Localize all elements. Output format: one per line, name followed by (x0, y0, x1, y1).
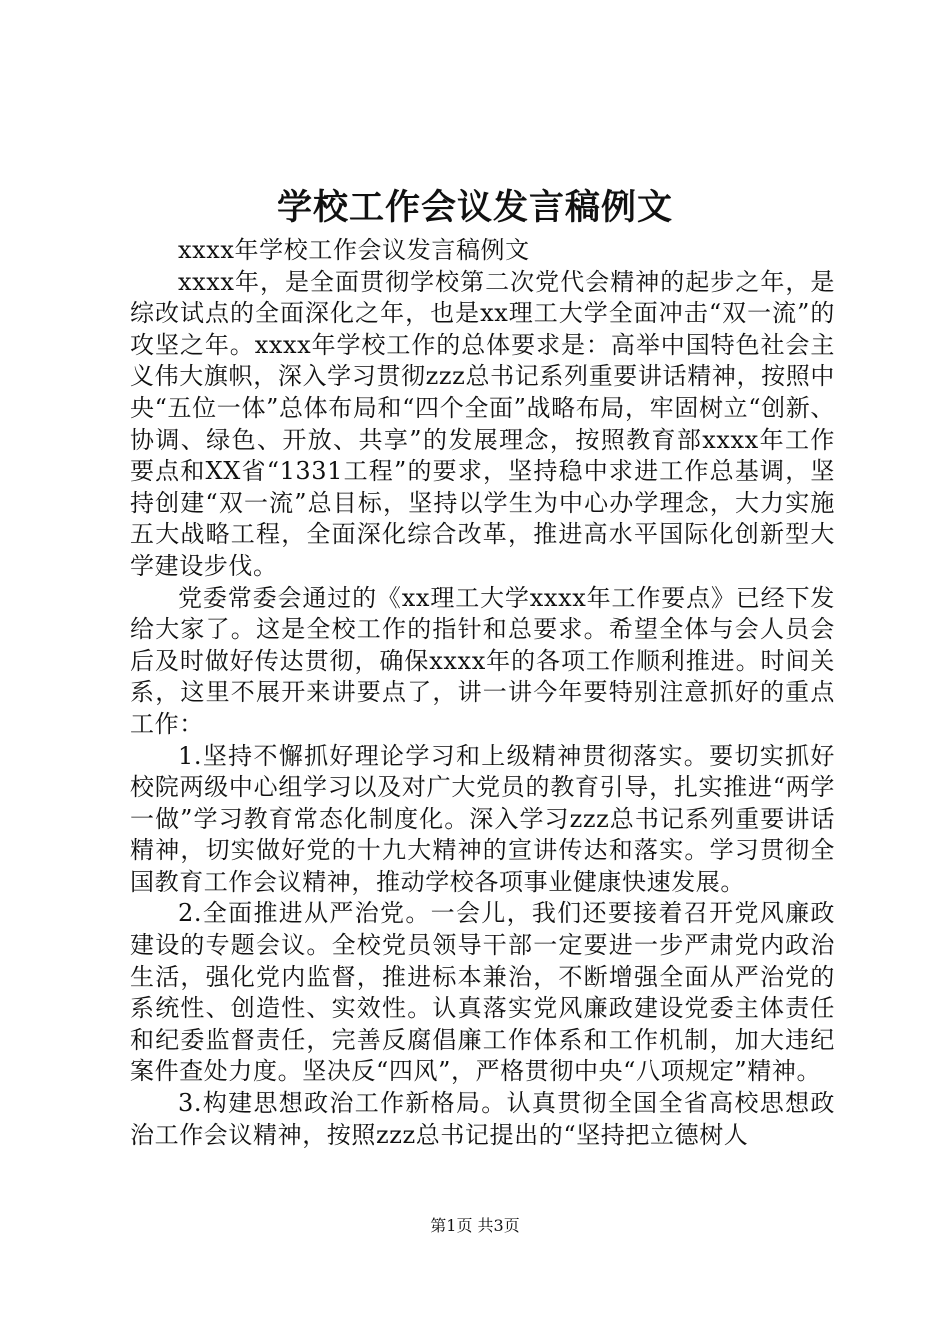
paragraph-intro: xxxx年，是全面贯彻学校第二次党代会精神的起步之年，是综改试点的全面深化之年，也是xx理工大学全面冲击“双一流”的攻坚之年。xxxx年学校工作的总体要求是：高举中国特色社会主义伟大旗帜，深入学习贯彻zzz总书记系列重要讲话精神，按照中央“五位一体”总体布局和“四个全面”战略布局，牢固树立“创新、协调、绿色、开放、共享”的发展理念，按照教育部xxxx年工作要点和XX省“1331工程”的要求，坚持稳中求进工作总基调，坚持创建“双一流”总目标，坚持以学生为中心办学理念，大力实施五大战略工程，全面深化综合改革，推进高水平国际化创新型大学建设步伐。 (130, 267, 835, 580)
page-number-footer: 第1页 共3页 (430, 1216, 520, 1235)
paragraph-item-1: 1.坚持不懈抓好理论学习和上级精神贯彻落实。要切实抓好校院两级中心组学习以及对广大党员的教育引导，扎实推进“两学一做”学习教育常态化制度化。深入学习zzz总书记系列重要讲话精神，切实做好党的十九大精神的宣讲传达和落实。学习贯彻全国教育工作会议精神，推动学校各项事业健康快速发展。 (130, 741, 835, 896)
paragraph-item-3: 3.构建思想政治工作新格局。认真贯彻全国全省高校思想政治工作会议精神，按照zzz总书记提出的“坚持把立德树人 (130, 1089, 835, 1149)
paragraph-subtitle: xxxx年学校工作会议发言稿例文 (178, 236, 530, 264)
document-title: 学校工作会议发言稿例文 (276, 187, 673, 228)
paragraph-overview: 党委常委会通过的《xx理工大学xxxx年工作要点》已经下发给大家了。这是全校工作的指针和总要求。希望全体与会人员会后及时做好传达贯彻，确保xxxx年的各项工作顺利推进。时间关系，这里不展开来讲要点了，讲一讲今年要特别注意抓好的重点工作： (130, 583, 835, 738)
document-body (130, 235, 835, 1151)
paragraph-item-2: 2.全面推进从严治党。一会儿，我们还要接着召开党风廉政建设的专题会议。全校党员领导干部一定要进一步严肃党内政治生活，强化党内监督，推进标本兼治，不断增强全面从严治党的系统性、创造性、实效性。认真落实党风廉政建设党委主体责任和纪委监督责任，完善反腐倡廉工作体系和工作机制，加大违纪案件查处力度。坚决反“四风”，严格贯彻中央“八项规定”精神。 (130, 899, 835, 1086)
